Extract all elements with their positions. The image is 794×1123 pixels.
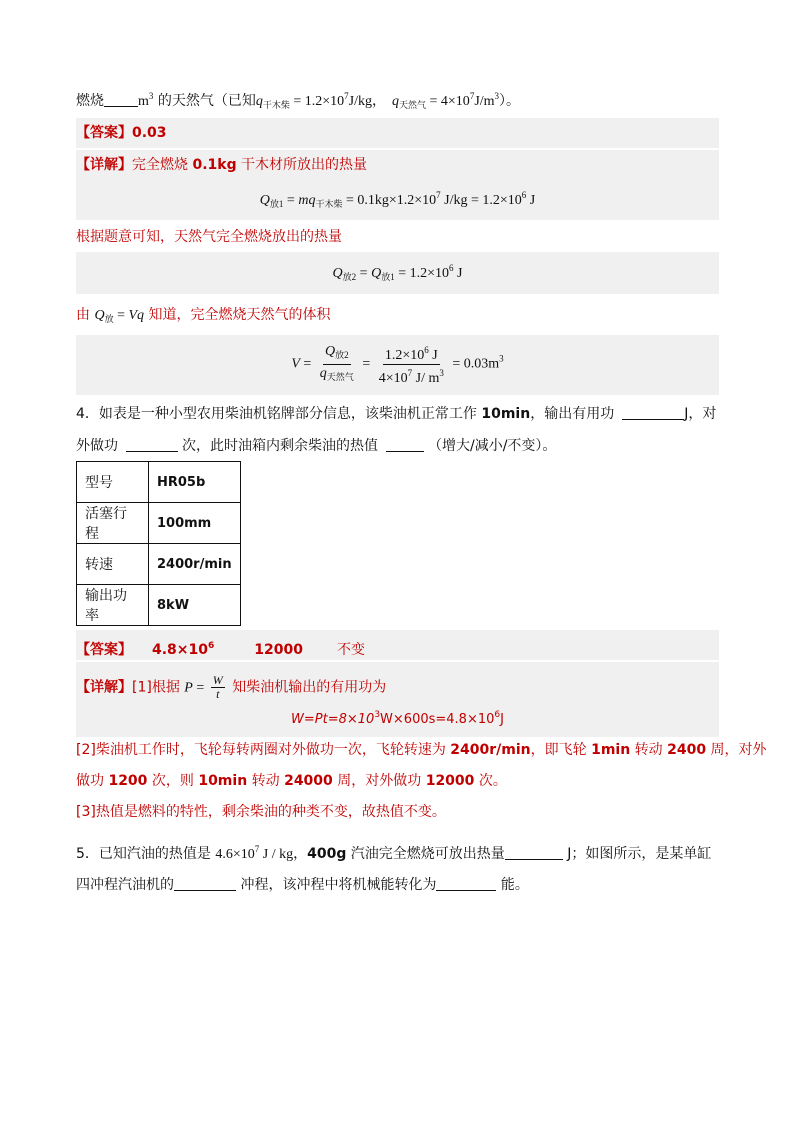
unit-text: m [138, 94, 149, 109]
operator: = [356, 266, 372, 281]
detail-text: 干木材所放出的热量 [236, 157, 368, 173]
subscript: 放1 [381, 272, 395, 282]
equation-q2 [76, 263, 719, 283]
superscript: 3 [499, 353, 504, 364]
value-text: = 0.03m [448, 356, 500, 372]
q4-detail1 [76, 674, 386, 701]
detail-value: 1200 [108, 773, 148, 789]
detail-value: 12000 [425, 773, 475, 789]
value-text: = 1.2×10 [289, 94, 345, 109]
q4-answer [76, 636, 365, 660]
superscript: 6 [521, 190, 527, 200]
unit-text: J/m [474, 94, 495, 109]
answer-value: 12000 [254, 642, 303, 658]
question-text: （增大/减小/不变）。 [428, 438, 557, 454]
answer-blank [622, 405, 684, 420]
detail-text: 转动 [247, 773, 285, 789]
q4-detail3 [76, 802, 446, 822]
equation-q1 [76, 190, 719, 210]
detail-text: 由 [76, 307, 95, 323]
superscript: 7 [254, 844, 260, 854]
equation-volume [76, 342, 719, 387]
symbol: t [216, 687, 220, 701]
detail-value: 2400r/min [450, 742, 531, 758]
detail-text: 做功 [76, 773, 109, 789]
superscript: 7 [469, 91, 475, 101]
detail-text: ，即飞轮 [530, 742, 592, 758]
question-text: 次，此时油箱内剩余柴油的热值 [182, 438, 378, 454]
detail-text: 周，对外 [706, 742, 767, 758]
equation-text: J [500, 712, 504, 727]
detail-text: [2]柴油机工作时，飞轮每转两圈对外做功一次，飞轮转速为 [76, 742, 451, 758]
unit-text: J [453, 266, 463, 281]
value-text: = 4×10 [426, 94, 470, 109]
detail-text: [3]热值是燃料的特性，剩余柴油的种类不变，故热值不变。 [76, 804, 446, 820]
operator: = [113, 308, 129, 323]
detail-text: 转动 [630, 742, 668, 758]
superscript: 3 [374, 710, 381, 720]
operator: = [358, 356, 374, 372]
q4-stem-line2 [76, 436, 556, 456]
superscript: 3 [148, 91, 154, 101]
superscript: 6 [449, 263, 454, 273]
unit-text: J/kg， [348, 94, 386, 109]
unit-text: J [526, 193, 536, 208]
subscript: 天然气 [326, 372, 354, 382]
superscript: 7 [344, 91, 349, 101]
superscript: 6 [424, 345, 429, 355]
table-cell-label: 活塞行程 [77, 503, 149, 544]
superscript: 3 [494, 91, 500, 101]
value-text: = 0.1kg×1.2×10 [342, 193, 437, 208]
q3-answer [76, 123, 167, 143]
table-row [77, 544, 241, 585]
subscript: 放 [104, 315, 114, 325]
value-text: 4.6×10 [215, 847, 255, 862]
question-text: 4．如表是一种小型农用柴油机铭牌部分信息，该柴油机正常工作 [76, 406, 482, 422]
detail-value: 2400 [667, 742, 707, 758]
value-text: J/kg = 1.2×10 [440, 193, 522, 208]
q3-text-volume [76, 305, 331, 330]
question-value: 10min [481, 406, 531, 422]
superscript: 3 [439, 368, 444, 378]
q5-line1 [76, 839, 711, 865]
q3-text: 燃烧 [76, 93, 104, 109]
detail-value: 24000 [284, 773, 333, 789]
operator: = [299, 356, 315, 372]
answer-blank [386, 437, 424, 452]
detail-text: 周，对外做功 [332, 773, 426, 789]
detail-text: 根据题意可知，天然气完全燃烧放出的热量 [76, 229, 342, 245]
superscript: 6 [208, 641, 215, 651]
answer-box [76, 118, 719, 148]
subscript: 干木柴 [315, 199, 343, 209]
table-cell-label: 转速 [77, 544, 149, 585]
detail-text: 知道，完全燃烧天然气的体积 [144, 307, 331, 323]
unit-text: J / kg， [259, 847, 308, 862]
q3-line1 [76, 86, 520, 116]
question-text: 四冲程汽油机的 [76, 877, 174, 893]
q3-text-natural-gas [76, 227, 342, 247]
table-cell-value: 2400r/min [149, 544, 241, 585]
spec-table [76, 461, 241, 626]
table-cell-label: 输出功率 [77, 585, 149, 626]
superscript: 7 [436, 190, 441, 200]
answer-label: 【答案】 [76, 125, 132, 141]
answer-blank [104, 92, 138, 107]
answer-value: 4.8×10 [152, 642, 209, 658]
symbol: W [212, 673, 223, 687]
symbol: V [291, 356, 300, 372]
unit-text: J/ m [412, 371, 440, 386]
q4-detail2-line2 [76, 771, 507, 791]
answer-blank [126, 437, 178, 452]
q4-detail-equation [76, 710, 719, 727]
symbol: Q [371, 266, 382, 281]
unit-text: J [428, 348, 438, 363]
symbol: q [308, 193, 316, 208]
question-text: 冲程，该冲程中将机械能转化为 [236, 877, 437, 893]
value-text: 4×10 [378, 371, 408, 386]
answer-blank [505, 845, 563, 860]
question-text: J；如图所示，是某单缸 [562, 846, 712, 862]
operator: = [192, 680, 208, 696]
superscript: 7 [407, 368, 413, 378]
q-symbol: q [392, 94, 399, 109]
question-text: 能。 [496, 877, 529, 893]
detail-label: 【详解】 [76, 157, 132, 173]
q3-text: ）。 [499, 93, 521, 109]
question-text: 汽油完全燃烧可放出热量 [346, 846, 505, 862]
subscript: 放1 [269, 199, 284, 209]
fraction [318, 343, 356, 386]
table-cell-value: 8kW [149, 585, 241, 626]
symbol: Q [324, 344, 336, 359]
table-row [77, 585, 241, 626]
subscript: 放2 [342, 272, 357, 282]
symbol: Q [332, 266, 343, 281]
detail-text: 知柴油机输出的有用功为 [227, 679, 387, 696]
q-symbol: q [255, 94, 263, 109]
subscript: 天然气 [399, 101, 427, 111]
q3-detail-intro [76, 155, 367, 175]
detail-text: 完全燃烧 [132, 157, 193, 173]
detail-text: 次，则 [147, 773, 199, 789]
subscript: 放2 [335, 350, 349, 360]
detail-value: 10min [198, 773, 248, 789]
question-value: 400g [307, 846, 347, 862]
q4-detail2-line1 [76, 740, 767, 760]
q5-line2 [76, 875, 529, 895]
answer-label: 【答案】 [76, 642, 132, 658]
symbol: Q [94, 308, 105, 323]
detail-value: 1min [591, 742, 631, 758]
equation-text: W=Pt=8×10 [291, 712, 375, 727]
symbol: m [298, 193, 309, 208]
value-text: 1.2×10 [384, 348, 425, 363]
table-cell-label: 型号 [77, 462, 149, 503]
symbol: P [184, 680, 193, 696]
detail-value: 0.1kg [192, 157, 237, 173]
symbol: Vq [128, 308, 145, 323]
question-text: 5．已知汽油的热值是 [76, 846, 216, 862]
table-row [77, 462, 241, 503]
question-text: ，输出有用功 [530, 406, 615, 422]
equation-text: W×600s=4.8×10 [380, 712, 495, 727]
q4-stem-line1 [76, 404, 716, 424]
q3-text: 的天然气（已知 [153, 93, 256, 109]
subscript: 干木柴 [262, 101, 290, 111]
fraction [377, 342, 446, 387]
answer-value: 0.03 [132, 125, 167, 141]
answer-blank [436, 876, 496, 891]
operator: = [283, 193, 299, 208]
table-cell-value: HR05b [149, 462, 241, 503]
detail-text: [1]根据 [132, 679, 185, 696]
table-cell-value: 100mm [149, 503, 241, 544]
symbol: q [319, 366, 327, 381]
answer-value: 不变 [337, 642, 365, 658]
detail-label: 【详解】 [76, 679, 132, 696]
superscript: 6 [494, 710, 501, 720]
fraction [211, 674, 225, 701]
detail-text: 次。 [474, 773, 507, 789]
value-text: = 1.2×10 [394, 266, 450, 281]
table-row [77, 503, 241, 544]
question-text: J，对 [684, 406, 717, 422]
symbol: Q [259, 193, 270, 208]
question-text: 外做功 [76, 438, 118, 454]
answer-blank [174, 876, 236, 891]
